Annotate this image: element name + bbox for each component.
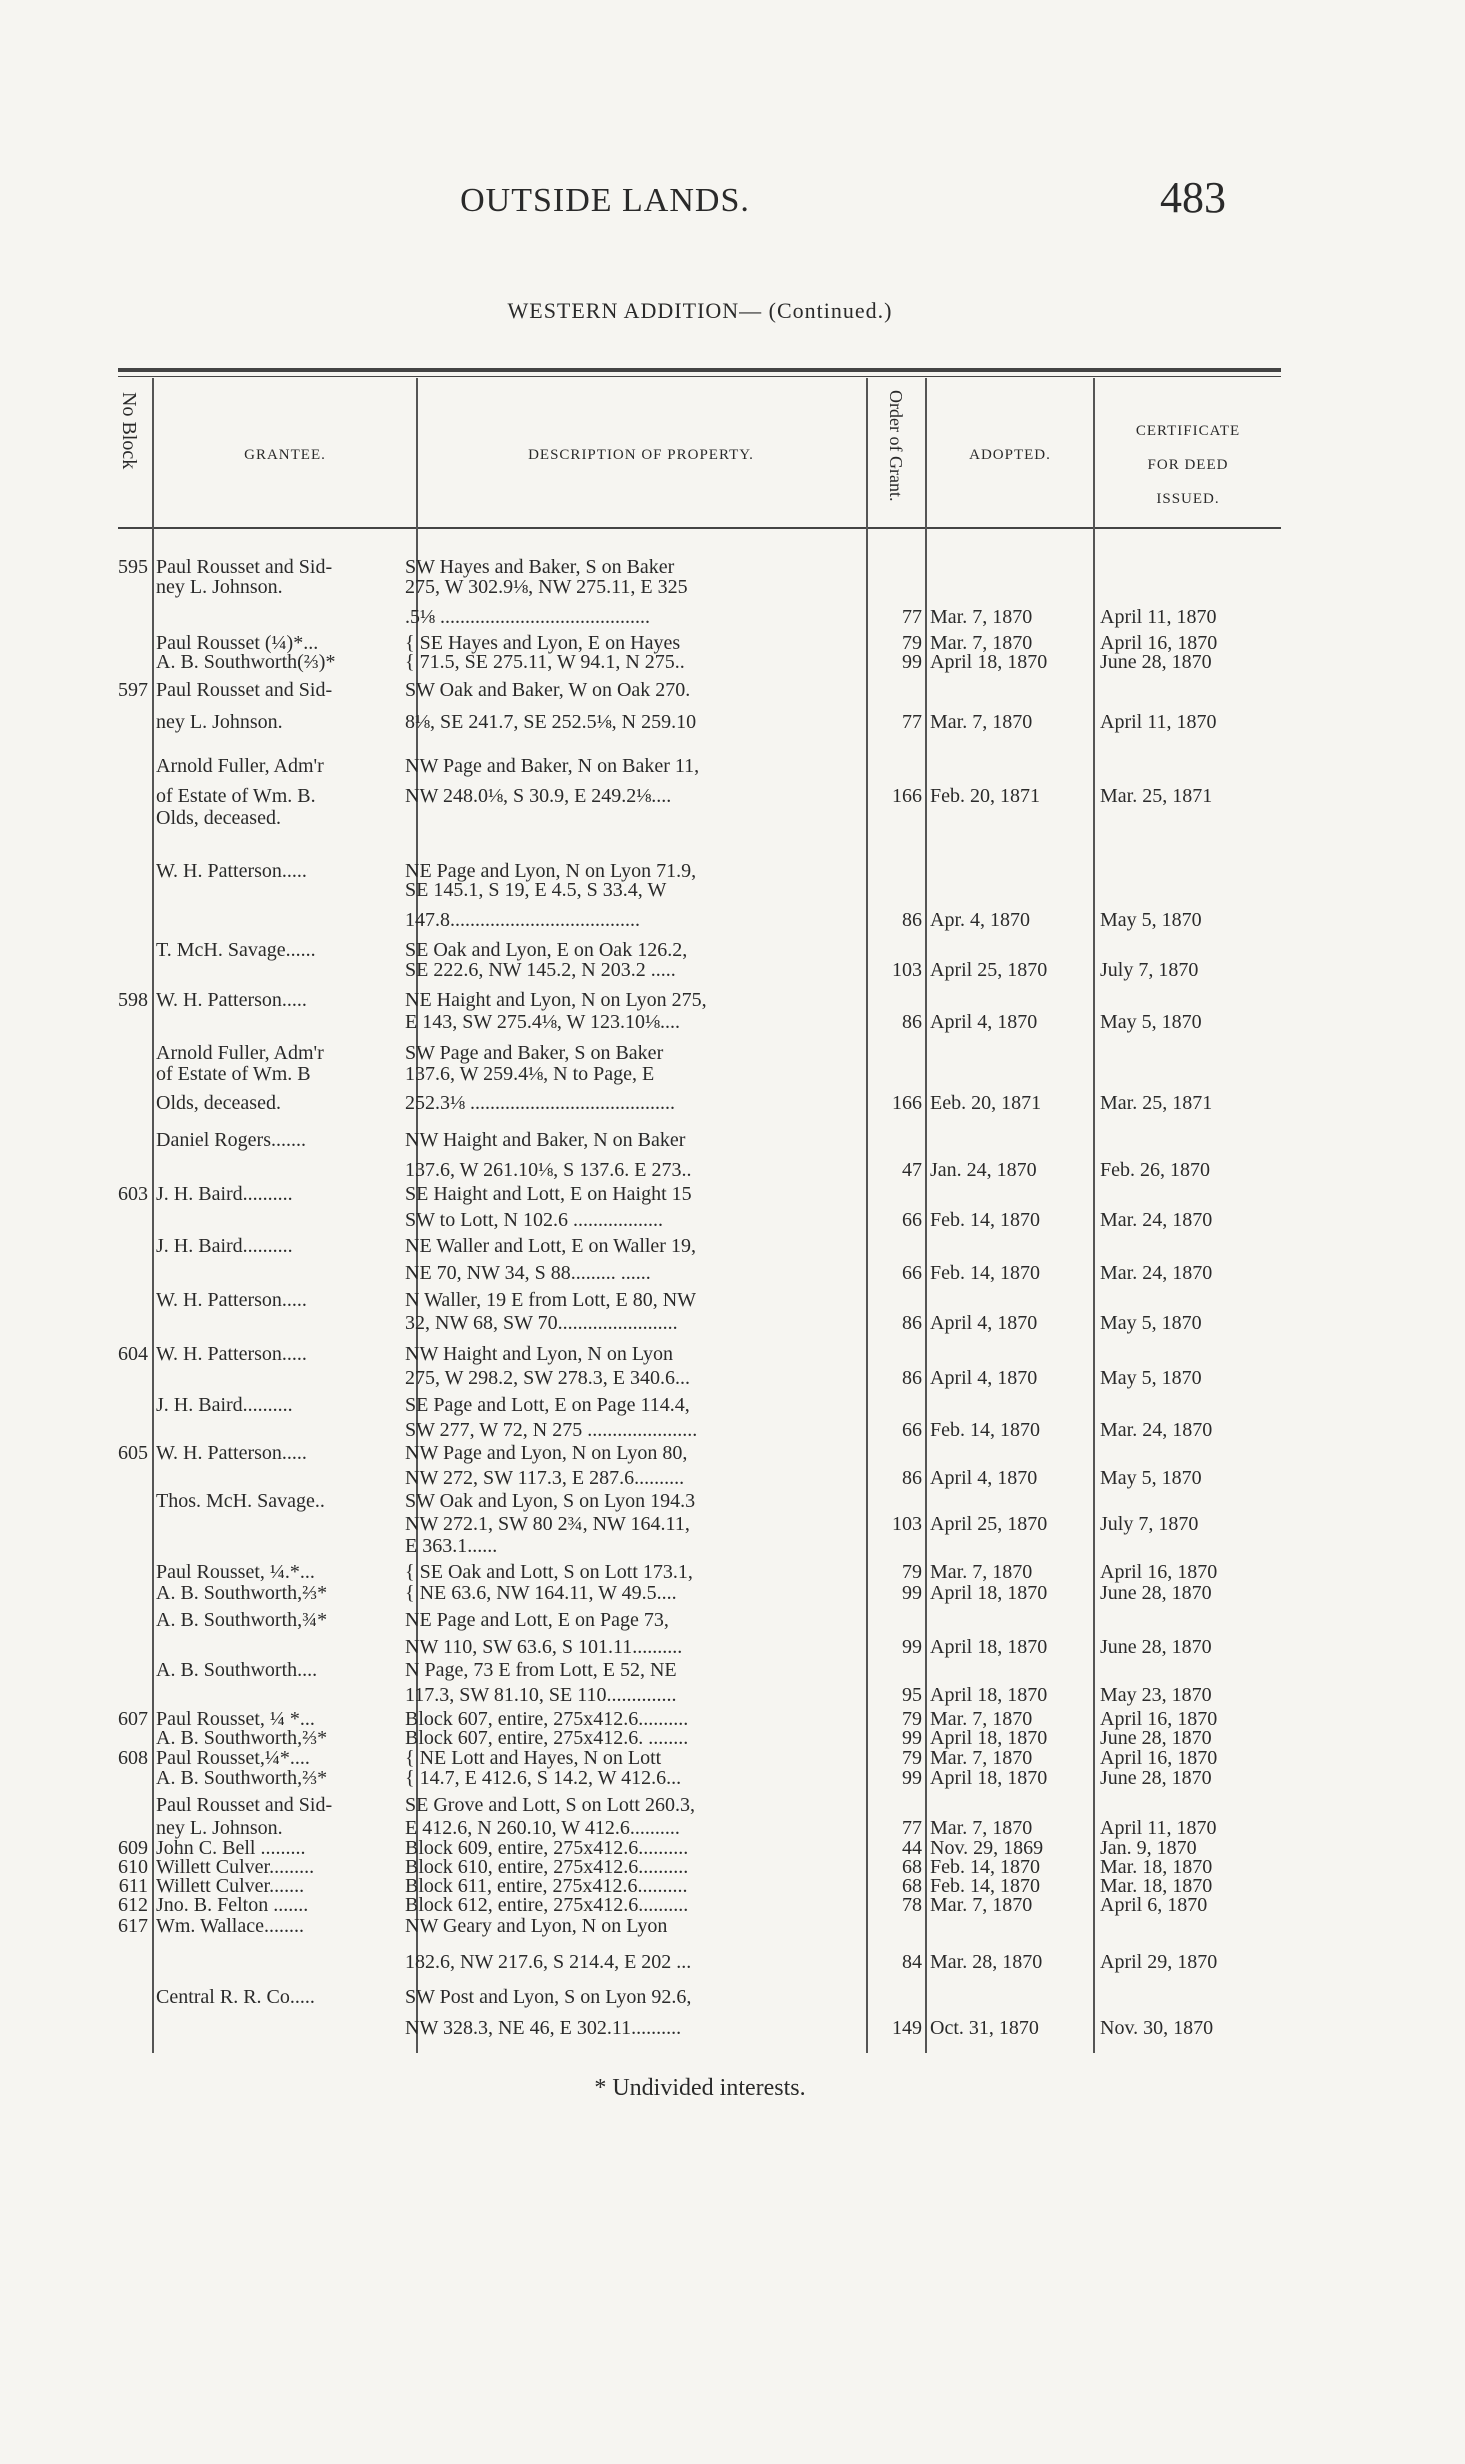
description-cell: NW Haight and Lyon, N on Lyon bbox=[405, 1343, 673, 1365]
grantee-cell: A. B. Southworth,⅔* bbox=[156, 1767, 328, 1789]
description-cell: 117.3, SW 81.10, SE 110.............. bbox=[405, 1684, 677, 1706]
grantee-cell: A. B. Southworth,⅔* bbox=[156, 1582, 328, 1604]
block-number: 609 bbox=[118, 1837, 148, 1859]
order-of-grant-cell: 66 bbox=[902, 1419, 922, 1441]
grantee-cell: A. B. Southworth,⅔* bbox=[156, 1727, 328, 1749]
description-cell: 8⅛, SE 241.7, SE 252.5⅛, N 259.10 bbox=[405, 711, 697, 733]
grantee-cell: ney L. Johnson. bbox=[156, 711, 283, 733]
description-cell: NW Page and Baker, N on Baker 11, bbox=[405, 755, 700, 777]
adopted-date-cell: April 18, 1870 bbox=[930, 1767, 1048, 1789]
certificate-date-cell: May 5, 1870 bbox=[1100, 1467, 1202, 1489]
description-cell: Block 607, entire, 275x412.6. ........ bbox=[405, 1727, 689, 1749]
cert-header-line2: FOR DEED bbox=[1147, 457, 1229, 473]
grantee-cell: ney L. Johnson. bbox=[156, 576, 283, 598]
certificate-date-cell: June 28, 1870 bbox=[1100, 1636, 1212, 1658]
description-cell: { 14.7, E 412.6, S 14.2, W 412.6... bbox=[405, 1767, 682, 1789]
adopted-date-cell: April 4, 1870 bbox=[930, 1467, 1038, 1489]
order-of-grant-cell: 77 bbox=[902, 711, 922, 733]
certificate-date-cell: Mar. 25, 1871 bbox=[1100, 1092, 1213, 1114]
grantee-cell: Paul Rousset, ¼.*... bbox=[156, 1561, 315, 1583]
grantee-cell: J. H. Baird.......... bbox=[156, 1235, 293, 1257]
grantee-cell: A. B. Southworth.... bbox=[156, 1659, 318, 1681]
certificate-date-cell: Mar. 18, 1870 bbox=[1100, 1856, 1213, 1878]
block-number: 598 bbox=[118, 989, 148, 1011]
col-divider-adopted bbox=[1093, 378, 1095, 2053]
order-of-grant-cell: 66 bbox=[902, 1262, 922, 1284]
col-header-description: DESCRIPTION OF PROPERTY. bbox=[528, 447, 754, 463]
table-top-rule bbox=[118, 368, 1281, 372]
order-of-grant-cell: 95 bbox=[902, 1684, 922, 1706]
certificate-date-cell: April 11, 1870 bbox=[1100, 1817, 1217, 1839]
description-cell: Block 607, entire, 275x412.6.......... bbox=[405, 1708, 689, 1730]
adopted-date-cell: April 4, 1870 bbox=[930, 1367, 1038, 1389]
block-number: 597 bbox=[118, 679, 148, 701]
certificate-date-cell: Mar. 24, 1870 bbox=[1100, 1209, 1213, 1231]
description-cell: N Page, 73 E from Lott, E 52, NE bbox=[405, 1659, 677, 1681]
description-cell: E 143, SW 275.4⅛, W 123.10⅛.... bbox=[405, 1011, 681, 1033]
grantee-cell: A. B. Southworth,¾* bbox=[156, 1609, 328, 1631]
grantee-cell: W. H. Patterson..... bbox=[156, 1343, 307, 1365]
block-number: 612 bbox=[118, 1894, 148, 1916]
grantee-cell: Paul Rousset, ¼ *... bbox=[156, 1708, 315, 1730]
adopted-date-cell: Mar. 7, 1870 bbox=[930, 711, 1033, 733]
grantee-cell: Olds, deceased. bbox=[156, 1092, 281, 1114]
grantee-cell: W. H. Patterson..... bbox=[156, 1442, 307, 1464]
description-cell: 182.6, NW 217.6, S 214.4, E 202 ... bbox=[405, 1951, 692, 1973]
adopted-date-cell: Mar. 7, 1870 bbox=[930, 1747, 1033, 1769]
description-cell: Block 611, entire, 275x412.6.......... bbox=[405, 1875, 688, 1897]
adopted-date-cell: Eeb. 20, 1871 bbox=[930, 1092, 1042, 1114]
description-cell: { NE 63.6, NW 164.11, W 49.5.... bbox=[405, 1582, 677, 1604]
description-cell: 147.8...................................... bbox=[405, 909, 640, 931]
grantee-cell: John C. Bell ......... bbox=[156, 1837, 306, 1859]
certificate-date-cell: April 6, 1870 bbox=[1100, 1894, 1208, 1916]
grantee-cell: A. B. Southworth(⅔)* bbox=[156, 651, 336, 673]
description-cell: NW Page and Lyon, N on Lyon 80, bbox=[405, 1442, 688, 1464]
order-of-grant-cell: 79 bbox=[902, 1708, 922, 1730]
adopted-date-cell: Mar. 7, 1870 bbox=[930, 1817, 1033, 1839]
order-of-grant-cell: 166 bbox=[892, 1092, 922, 1114]
adopted-date-cell: April 18, 1870 bbox=[930, 651, 1048, 673]
description-cell: 137.6, W 259.4⅛, N to Page, E bbox=[405, 1063, 655, 1085]
grantee-cell: Olds, deceased. bbox=[156, 807, 281, 829]
description-cell: NW 272.1, SW 80 2¾, NW 164.11, bbox=[405, 1513, 690, 1535]
order-of-grant-cell: 78 bbox=[902, 1894, 922, 1916]
col-header-grantee: GRANTEE. bbox=[244, 447, 326, 463]
certificate-date-cell: Mar. 24, 1870 bbox=[1100, 1262, 1213, 1284]
adopted-date-cell: April 4, 1870 bbox=[930, 1312, 1038, 1334]
description-cell: E 363.1...... bbox=[405, 1535, 498, 1557]
grantee-cell: of Estate of Wm. B. bbox=[156, 785, 316, 807]
col-header-block: No Block bbox=[118, 392, 140, 470]
adopted-date-cell: Mar. 7, 1870 bbox=[930, 632, 1033, 654]
description-cell: SE 145.1, S 19, E 4.5, S 33.4, W bbox=[405, 879, 667, 901]
description-cell: SE Oak and Lyon, E on Oak 126.2, bbox=[405, 939, 688, 961]
order-of-grant-cell: 84 bbox=[902, 1951, 922, 1973]
description-cell: { SE Oak and Lott, S on Lott 173.1, bbox=[405, 1561, 693, 1583]
adopted-date-cell: Feb. 14, 1870 bbox=[930, 1209, 1040, 1231]
certificate-date-cell: Mar. 25, 1871 bbox=[1100, 785, 1213, 807]
certificate-date-cell: April 16, 1870 bbox=[1100, 1747, 1218, 1769]
block-number: 605 bbox=[118, 1442, 148, 1464]
order-of-grant-cell: 99 bbox=[902, 1636, 922, 1658]
order-of-grant-cell: 79 bbox=[902, 1561, 922, 1583]
cert-header-line3: ISSUED. bbox=[1156, 491, 1220, 507]
certificate-date-cell: June 28, 1870 bbox=[1100, 651, 1212, 673]
col-header-certificate bbox=[1095, 414, 1281, 516]
adopted-date-cell: Apr. 4, 1870 bbox=[930, 909, 1030, 931]
adopted-date-cell: April 18, 1870 bbox=[930, 1582, 1048, 1604]
order-of-grant-cell: 99 bbox=[902, 1767, 922, 1789]
page-number: 483 bbox=[1160, 173, 1226, 222]
grantee-cell: Paul Rousset and Sid- bbox=[156, 556, 333, 578]
order-of-grant-cell: 149 bbox=[892, 2017, 922, 2039]
adopted-date-cell: Mar. 7, 1870 bbox=[930, 1561, 1033, 1583]
description-cell: .5⅛ .......................................... bbox=[405, 606, 650, 628]
description-cell: NE Haight and Lyon, N on Lyon 275, bbox=[405, 989, 707, 1011]
order-of-grant-cell: 44 bbox=[902, 1837, 922, 1859]
grantee-cell: W. H. Patterson..... bbox=[156, 860, 307, 882]
description-cell: NW Geary and Lyon, N on Lyon bbox=[405, 1915, 668, 1937]
order-of-grant-cell: 99 bbox=[902, 1582, 922, 1604]
grantee-cell: Paul Rousset,¼*.... bbox=[156, 1747, 310, 1769]
grantee-cell: Willett Culver......... bbox=[156, 1856, 315, 1878]
certificate-date-cell: Feb. 26, 1870 bbox=[1100, 1159, 1210, 1181]
certificate-date-cell: April 16, 1870 bbox=[1100, 632, 1218, 654]
adopted-date-cell: Mar. 7, 1870 bbox=[930, 606, 1033, 628]
block-number: 607 bbox=[118, 1708, 148, 1730]
description-cell: NW 328.3, NE 46, E 302.11.......... bbox=[405, 2017, 682, 2039]
adopted-date-cell: Feb. 14, 1870 bbox=[930, 1262, 1040, 1284]
certificate-date-cell: April 11, 1870 bbox=[1100, 606, 1217, 628]
certificate-date-cell: July 7, 1870 bbox=[1100, 959, 1199, 981]
grantee-cell: Paul Rousset and Sid- bbox=[156, 679, 333, 701]
certificate-date-cell: Jan. 9, 1870 bbox=[1100, 1837, 1197, 1859]
adopted-date-cell: Jan. 24, 1870 bbox=[930, 1159, 1037, 1181]
grantee-cell: Central R. R. Co..... bbox=[156, 1986, 315, 2008]
description-cell: 275, W 298.2, SW 278.3, E 340.6... bbox=[405, 1367, 691, 1389]
adopted-date-cell: Feb. 14, 1870 bbox=[930, 1875, 1040, 1897]
order-of-grant-cell: 103 bbox=[892, 1513, 922, 1535]
grantee-cell: Thos. McH. Savage.. bbox=[156, 1490, 325, 1512]
description-cell: Block 609, entire, 275x412.6.......... bbox=[405, 1837, 689, 1859]
grantee-cell: Willett Culver....... bbox=[156, 1875, 305, 1897]
description-cell: { 71.5, SE 275.11, W 94.1, N 275.. bbox=[405, 651, 685, 673]
order-of-grant-cell: 68 bbox=[902, 1875, 922, 1897]
certificate-date-cell: May 5, 1870 bbox=[1100, 1367, 1202, 1389]
adopted-date-cell: Feb. 14, 1870 bbox=[930, 1856, 1040, 1878]
adopted-date-cell: April 18, 1870 bbox=[930, 1636, 1048, 1658]
order-of-grant-cell: 79 bbox=[902, 632, 922, 654]
page-header-title: OUTSIDE LANDS. bbox=[460, 182, 750, 219]
description-cell: N Waller, 19 E from Lott, E 80, NW bbox=[405, 1289, 697, 1311]
adopted-date-cell: Mar. 28, 1870 bbox=[930, 1951, 1043, 1973]
description-cell: SW 277, W 72, N 275 ...................... bbox=[405, 1419, 698, 1441]
order-of-grant-cell: 79 bbox=[902, 1747, 922, 1769]
order-of-grant-cell: 77 bbox=[902, 1817, 922, 1839]
certificate-date-cell: April 16, 1870 bbox=[1100, 1708, 1218, 1730]
certificate-date-cell: Mar. 18, 1870 bbox=[1100, 1875, 1213, 1897]
order-of-grant-cell: 103 bbox=[892, 959, 922, 981]
description-cell: { SE Hayes and Lyon, E on Hayes bbox=[405, 632, 681, 654]
col-header-adopted: ADOPTED. bbox=[969, 447, 1051, 463]
col-divider-block bbox=[152, 378, 154, 2053]
footnote: * Undivided interests. bbox=[594, 2075, 806, 2101]
grantee-cell: W. H. Patterson..... bbox=[156, 1289, 307, 1311]
block-number: 604 bbox=[118, 1343, 148, 1365]
adopted-date-cell: Oct. 31, 1870 bbox=[930, 2017, 1039, 2039]
adopted-date-cell: April 18, 1870 bbox=[930, 1684, 1048, 1706]
certificate-date-cell: June 28, 1870 bbox=[1100, 1582, 1212, 1604]
grantee-cell: Wm. Wallace........ bbox=[156, 1915, 304, 1937]
description-cell: SW Page and Baker, S on Baker bbox=[405, 1042, 664, 1064]
description-cell: SE Page and Lott, E on Page 114.4, bbox=[405, 1394, 690, 1416]
certificate-date-cell: May 5, 1870 bbox=[1100, 909, 1202, 931]
description-cell: SW Oak and Lyon, S on Lyon 194.3 bbox=[405, 1490, 696, 1512]
certificate-date-cell: April 29, 1870 bbox=[1100, 1951, 1218, 1973]
order-of-grant-cell: 86 bbox=[902, 1312, 922, 1334]
col-header-order: Order of Grant. bbox=[886, 390, 906, 502]
grantee-cell: Jno. B. Felton ....... bbox=[156, 1894, 309, 1916]
adopted-date-cell: Mar. 7, 1870 bbox=[930, 1894, 1033, 1916]
certificate-date-cell: May 5, 1870 bbox=[1100, 1011, 1202, 1033]
description-cell: SE Grove and Lott, S on Lott 260.3, bbox=[405, 1794, 695, 1816]
description-cell: NE Page and Lyon, N on Lyon 71.9, bbox=[405, 860, 697, 882]
grantee-cell: Paul Rousset (¼)*... bbox=[156, 632, 319, 654]
table-top-rule-thin bbox=[118, 376, 1281, 377]
description-cell: 275, W 302.9⅛, NW 275.11, E 325 bbox=[405, 576, 688, 598]
order-of-grant-cell: 68 bbox=[902, 1856, 922, 1878]
description-cell: 32, NW 68, SW 70........................ bbox=[405, 1312, 678, 1334]
certificate-date-cell: April 16, 1870 bbox=[1100, 1561, 1218, 1583]
description-cell: SW Oak and Baker, W on Oak 270. bbox=[405, 679, 691, 701]
block-number: 608 bbox=[118, 1747, 148, 1769]
adopted-date-cell: April 25, 1870 bbox=[930, 1513, 1048, 1535]
order-of-grant-cell: 166 bbox=[892, 785, 922, 807]
description-cell: SW Hayes and Baker, S on Baker bbox=[405, 556, 675, 578]
description-cell: NW 110, SW 63.6, S 101.11.......... bbox=[405, 1636, 683, 1658]
block-number: 603 bbox=[118, 1183, 148, 1205]
grantee-cell: Paul Rousset and Sid- bbox=[156, 1794, 333, 1816]
order-of-grant-cell: 86 bbox=[902, 1011, 922, 1033]
description-cell: SE 222.6, NW 145.2, N 203.2 ..... bbox=[405, 959, 676, 981]
order-of-grant-cell: 77 bbox=[902, 606, 922, 628]
certificate-date-cell: June 28, 1870 bbox=[1100, 1727, 1212, 1749]
certificate-date-cell: May 5, 1870 bbox=[1100, 1312, 1202, 1334]
grantee-cell: Arnold Fuller, Adm'r bbox=[156, 1042, 324, 1064]
description-cell: NW 272, SW 117.3, E 287.6.......... bbox=[405, 1467, 685, 1489]
grantee-cell: of Estate of Wm. B bbox=[156, 1063, 311, 1085]
order-of-grant-cell: 66 bbox=[902, 1209, 922, 1231]
certificate-date-cell: Nov. 30, 1870 bbox=[1100, 2017, 1214, 2039]
description-cell: 252.3⅛ ......................................... bbox=[405, 1092, 675, 1114]
block-number: 611 bbox=[118, 1875, 148, 1897]
adopted-date-cell: April 25, 1870 bbox=[930, 959, 1048, 981]
description-cell: NE 70, NW 34, S 88......... ...... bbox=[405, 1262, 651, 1284]
adopted-date-cell: Nov. 29, 1869 bbox=[930, 1837, 1044, 1859]
certificate-date-cell: Mar. 24, 1870 bbox=[1100, 1419, 1213, 1441]
block-number: 610 bbox=[118, 1856, 148, 1878]
description-cell: { NE Lott and Hayes, N on Lott bbox=[405, 1747, 662, 1769]
certificate-date-cell: June 28, 1870 bbox=[1100, 1767, 1212, 1789]
cert-header-line1: CERTIFICATE bbox=[1135, 423, 1241, 439]
description-cell: Block 612, entire, 275x412.6.......... bbox=[405, 1894, 689, 1916]
description-cell: Block 610, entire, 275x412.6.......... bbox=[405, 1856, 689, 1878]
description-cell: NE Page and Lott, E on Page 73, bbox=[405, 1609, 669, 1631]
description-cell: SW Post and Lyon, S on Lyon 92.6, bbox=[405, 1986, 692, 2008]
order-of-grant-cell: 99 bbox=[902, 1727, 922, 1749]
grantee-cell: T. McH. Savage...... bbox=[156, 939, 316, 961]
description-cell: SW to Lott, N 102.6 .................. bbox=[405, 1209, 663, 1231]
section-subtitle: WESTERN ADDITION— (Continued.) bbox=[507, 298, 893, 323]
grantee-cell: J. H. Baird.......... bbox=[156, 1394, 293, 1416]
block-number: 617 bbox=[118, 1915, 148, 1937]
grantee-cell: Daniel Rogers....... bbox=[156, 1129, 306, 1151]
description-cell: 137.6, W 261.10⅛, S 137.6. E 273.. bbox=[405, 1159, 692, 1181]
order-of-grant-cell: 47 bbox=[902, 1159, 922, 1181]
adopted-date-cell: Feb. 20, 1871 bbox=[930, 785, 1040, 807]
block-number: 595 bbox=[118, 556, 148, 578]
grantee-cell: ney L. Johnson. bbox=[156, 1817, 283, 1839]
order-of-grant-cell: 86 bbox=[902, 909, 922, 931]
grantee-cell: J. H. Baird.......... bbox=[156, 1183, 293, 1205]
order-of-grant-cell: 86 bbox=[902, 1367, 922, 1389]
grantee-cell: W. H. Patterson..... bbox=[156, 989, 307, 1011]
description-cell: NE Waller and Lott, E on Waller 19, bbox=[405, 1235, 696, 1257]
grantee-cell: Arnold Fuller, Adm'r bbox=[156, 755, 324, 777]
adopted-date-cell: April 18, 1870 bbox=[930, 1727, 1048, 1749]
table-header-rule bbox=[118, 527, 1281, 529]
order-of-grant-cell: 86 bbox=[902, 1467, 922, 1489]
adopted-date-cell: Mar. 7, 1870 bbox=[930, 1708, 1033, 1730]
adopted-date-cell: April 4, 1870 bbox=[930, 1011, 1038, 1033]
certificate-date-cell: July 7, 1870 bbox=[1100, 1513, 1199, 1535]
adopted-date-cell: Feb. 14, 1870 bbox=[930, 1419, 1040, 1441]
description-cell: E 412.6, N 260.10, W 412.6.......... bbox=[405, 1817, 680, 1839]
description-cell: NW 248.0⅛, S 30.9, E 249.2⅛.... bbox=[405, 785, 672, 807]
description-cell: SE Haight and Lott, E on Haight 15 bbox=[405, 1183, 692, 1205]
certificate-date-cell: April 11, 1870 bbox=[1100, 711, 1217, 733]
certificate-date-cell: May 23, 1870 bbox=[1100, 1684, 1212, 1706]
order-of-grant-cell: 99 bbox=[902, 651, 922, 673]
col-divider-order bbox=[925, 378, 927, 2053]
description-cell: NW Haight and Baker, N on Baker bbox=[405, 1129, 686, 1151]
